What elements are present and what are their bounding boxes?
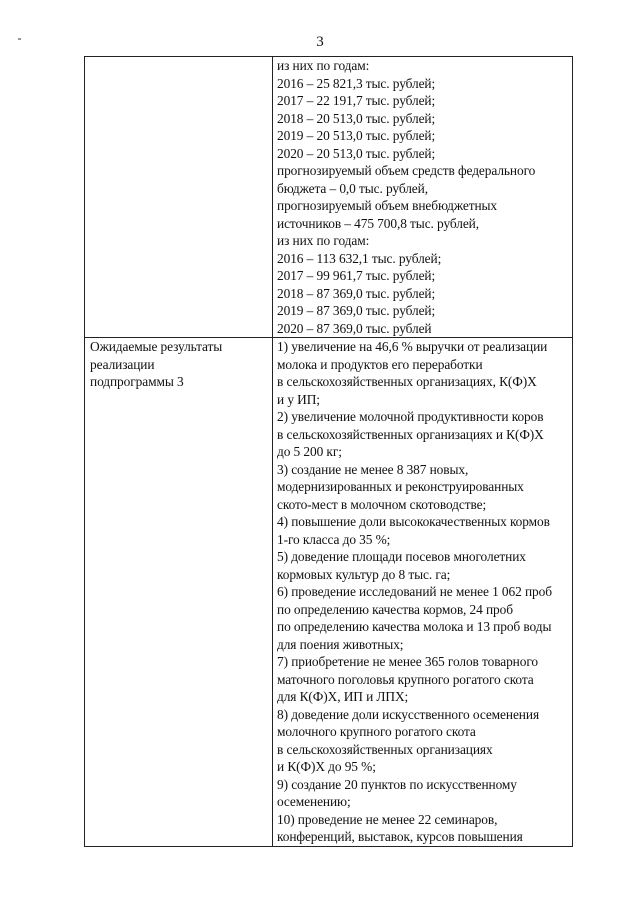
text-line: 2017 – 22 191,7 тыс. рублей; — [277, 93, 436, 108]
text-line: по определению качества кормов, 24 проб — [277, 601, 513, 617]
text-line: из них по годам: — [277, 233, 370, 248]
text-line: для поения животных; — [277, 636, 404, 652]
table-row-funding — [85, 57, 573, 338]
text-line: подпрограммы 3 — [90, 374, 184, 389]
text-line: 10) проведение не менее 22 семинаров, — [277, 811, 498, 827]
text-line: прогнозируемый объем средств федерального — [277, 163, 536, 178]
text-line: по определению качества молока и 13 проб воды — [277, 619, 552, 634]
subprogram-passport-table — [84, 56, 573, 847]
text-line: 2016 – 25 821,3 тыс. рублей; — [277, 75, 436, 91]
text-line: реализации — [90, 356, 155, 372]
text-line: 2018 – 87 369,0 тыс. рублей; — [277, 285, 436, 301]
text-line: модернизированных и реконструированных — [277, 479, 524, 494]
text-line: бюджета – 0,0 тыс. рублей, — [277, 180, 428, 196]
text-line: 2020 – 87 369,0 тыс. рублей — [277, 320, 432, 336]
text-line: 2018 – 20 513,0 тыс. рублей; — [277, 110, 436, 126]
text-line: до 5 200 кг; — [277, 444, 342, 459]
text-line: 1-го класса до 35 %; — [277, 531, 391, 547]
text-line: 2016 – 113 632,1 тыс. рублей; — [277, 250, 442, 266]
text-line: 8) доведение доли искусственного осеменения — [277, 706, 540, 722]
expected-results-lines — [273, 338, 572, 846]
text-line: прогнозируемый объем внебюджетных — [277, 198, 498, 213]
text-line: Ожидаемые результаты — [90, 339, 223, 354]
text-line: 2019 – 20 513,0 тыс. рублей; — [277, 128, 436, 143]
text-line: в сельскохозяйственных организациях и К(Ф)Х — [277, 426, 544, 442]
row-label — [85, 338, 272, 391]
text-line: и у ИП; — [277, 391, 320, 407]
text-line: 5) доведение площади посевов многолетних — [277, 549, 526, 564]
text-line: ското-мест в молочном скотоводстве; — [277, 496, 487, 512]
text-line: 2) увеличение молочной продуктивности коров — [277, 409, 544, 424]
row-label-cell — [85, 57, 273, 338]
text-line: в сельскохозяйственных организациях, К(Ф)Х — [277, 374, 537, 389]
row-content-cell — [273, 57, 573, 338]
funding-lines — [273, 57, 572, 337]
text-line: из них по годам: — [277, 58, 370, 73]
text-line: и К(Ф)Х до 95 %; — [277, 759, 376, 774]
text-line: 2019 – 87 369,0 тыс. рублей; — [277, 303, 436, 318]
text-line: 4) повышение доли высококачественных кормов — [277, 514, 550, 529]
table-row-expected-results — [85, 338, 573, 847]
text-line: для К(Ф)Х, ИП и ЛПХ; — [277, 689, 409, 704]
text-line: 7) приобретение не менее 365 голов товарного — [277, 654, 538, 669]
text-line: осеменению; — [277, 794, 351, 809]
text-line: 1) увеличение на 46,6 % выручки от реализации — [277, 339, 548, 354]
text-line: молочного крупного рогатого скота — [277, 724, 476, 739]
text-line: 2017 – 99 961,7 тыс. рублей; — [277, 268, 436, 283]
text-line: конференций, выставок, курсов повышения — [277, 829, 523, 844]
row-content-cell — [273, 338, 573, 847]
text-line: 2020 – 20 513,0 тыс. рублей; — [277, 145, 436, 161]
page-number: 3 — [316, 34, 324, 50]
row-label-cell — [85, 338, 273, 847]
text-line: 6) проведение исследований не менее 1 062 проб — [277, 584, 552, 599]
text-line: 3) создание не менее 8 387 новых, — [277, 461, 469, 477]
text-line: кормовых культур до 8 тыс. га; — [277, 566, 451, 582]
text-line: 9) создание 20 пунктов по искусственному — [277, 776, 517, 792]
text-line: молока и продуктов его переработки — [277, 356, 483, 372]
text-line: источников – 475 700,8 тыс. рублей, — [277, 215, 479, 231]
text-line: маточного поголовья крупного рогатого скота — [277, 671, 534, 687]
text-line: в сельскохозяйственных организациях — [277, 741, 493, 757]
